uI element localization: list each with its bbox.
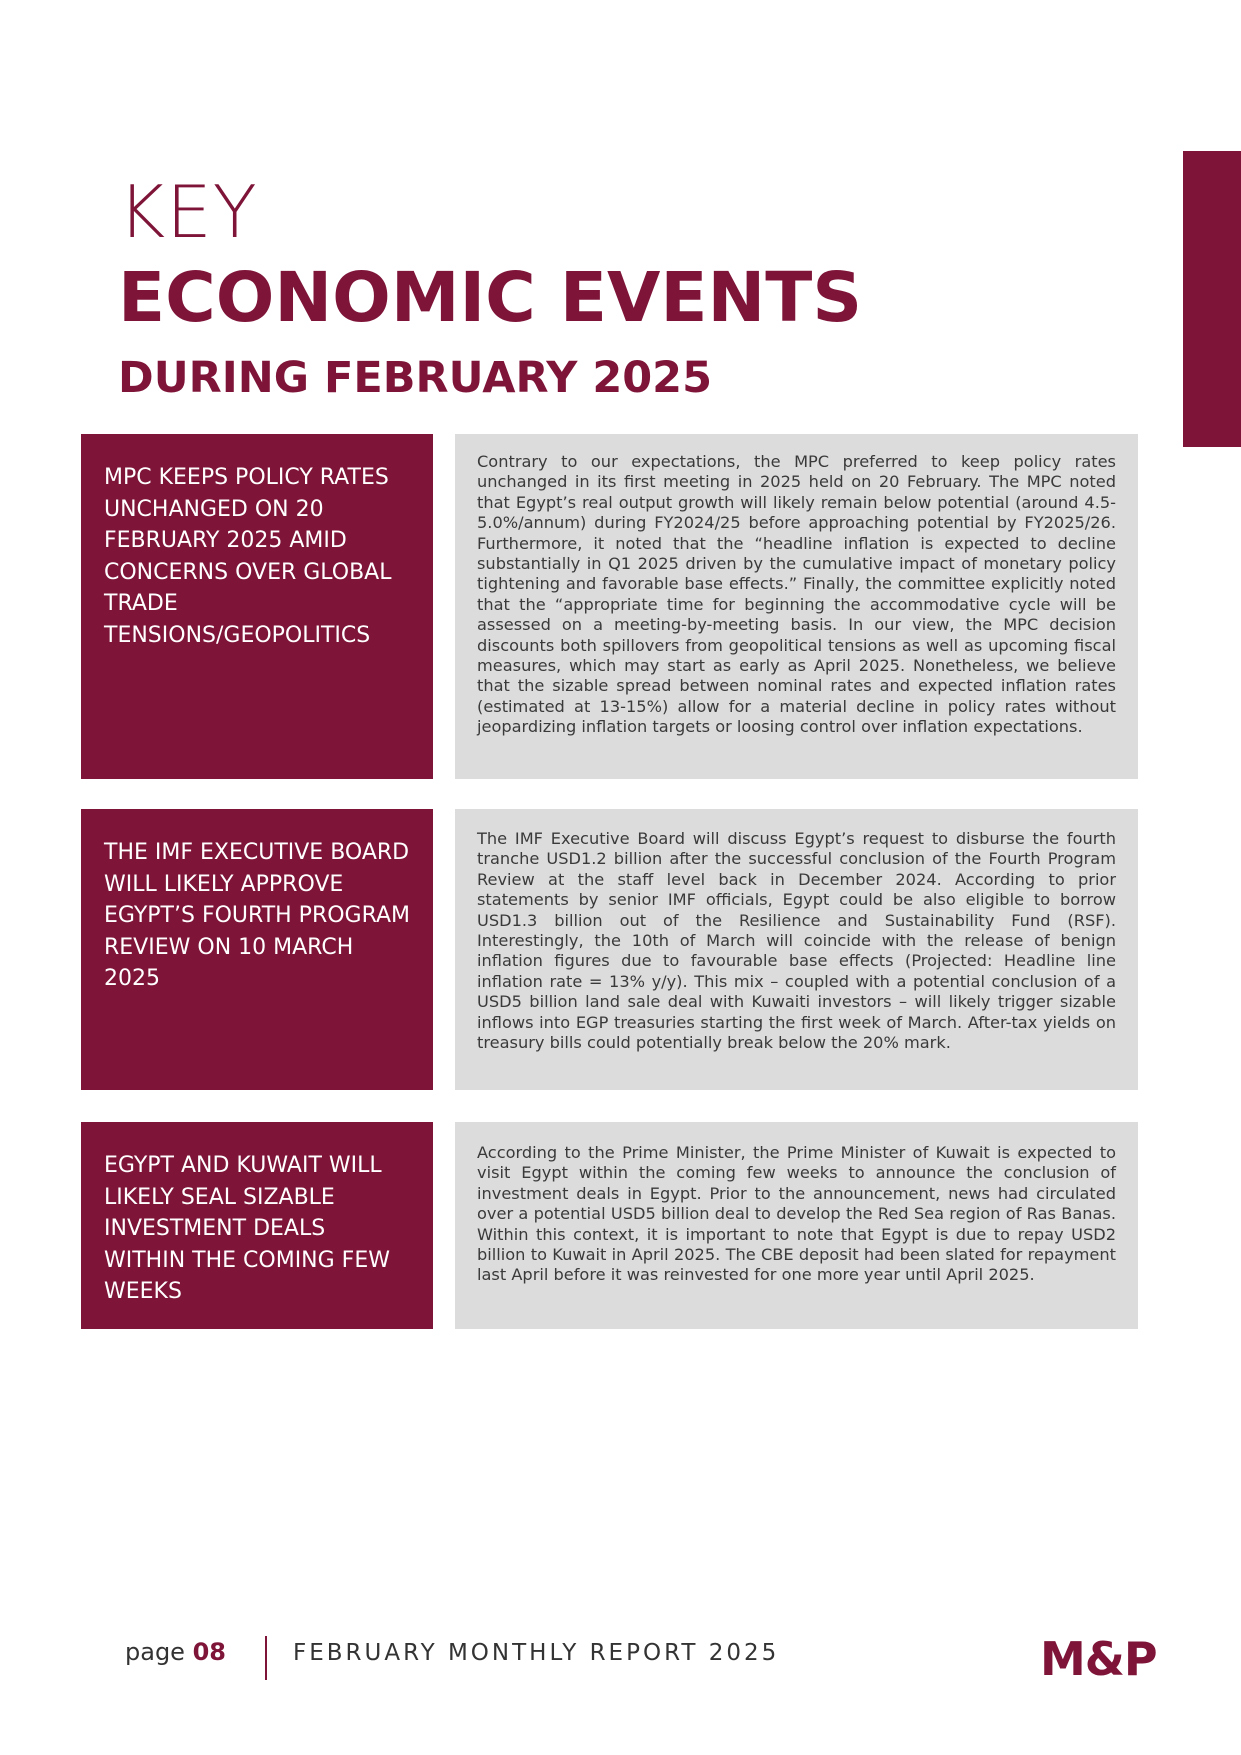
report-title: FEBRUARY MONTHLY REPORT 2025 xyxy=(293,1640,780,1666)
title-period: DURING FEBRUARY 2025 xyxy=(118,353,713,403)
mp-logo: M&P xyxy=(1040,1632,1157,1686)
footer-divider xyxy=(265,1636,267,1680)
event-heading-imf: THE IMF EXECUTIVE BOARD WILL LIKELY APPROVE EGYPT’S FOURTH PROGRAM REVIEW ON 10 MARCH 2025 xyxy=(81,809,433,1090)
page-label: page xyxy=(125,1638,185,1666)
page-number-value: 08 xyxy=(192,1638,226,1666)
event-body-imf: The IMF Executive Board will discuss Egypt’s request to disburse the fourth tranche USD1.2 billion after the successful conclusion of the Fourth Program Review at the staff level back in December 2024. According to prior statements by senior IMF officials, Egypt could be also eligible to borrow USD1.3 billion out of the Resilience and Sustainability Fund (RSF). Interestingly, the 10th of March will coincide with the release of benign inflation figures due to favourable base effects (Projected: Headline line inflation rate = 13% y/y). This mix – coupled with a potential conclusion of a USD5 billion land sale deal with Kuwaiti investors – will likely trigger sizable inflows into EGP treasuries starting the first week of March. After-tax yields on treasury bills could potentially break below the 20% mark. xyxy=(455,809,1138,1090)
event-heading-kuwait: EGYPT AND KUWAIT WILL LIKELY SEAL SIZABLE INVESTMENT DEALS WITHIN THE COMING FEW WEEKS xyxy=(81,1122,433,1329)
event-heading-mpc: MPC KEEPS POLICY RATES UNCHANGED ON 20 FEBRUARY 2025 AMID CONCERNS OVER GLOBAL TRADE TENSIONS/GEOPOLITICS xyxy=(81,434,433,779)
title-key: KEY xyxy=(118,170,258,254)
title-economic-events: ECONOMIC EVENTS xyxy=(118,258,863,338)
side-accent-tab xyxy=(1183,151,1241,447)
page-number xyxy=(125,1638,226,1666)
event-body-kuwait: According to the Prime Minister, the Prime Minister of Kuwait is expected to visit Egypt within the coming few weeks to announce the conclusion of investment deals in Egypt. Prior to the announcement, news had circulated over a potential USD5 billion deal to develop the Red Sea region of Ras Banas. Within this context, it is important to note that Egypt is due to repay USD2 billion to Kuwait in April 2025. The CBE deposit had been slated for repayment last April before it was reinvested for one more year until April 2025. xyxy=(455,1122,1138,1329)
event-body-mpc: Contrary to our expectations, the MPC preferred to keep policy rates unchanged in its first meeting in 2025 held on 20 February. The MPC noted that Egypt’s real output growth will likely remain below potential (around 4.5-5.0%/annum) during FY2024/25 before approaching potential by FY2025/26. Furthermore, it noted that the “headline inflation is expected to decline substantially in Q1 2025 driven by the cumulative impact of monetary policy tightening and favorable base effects.” Finally, the committee explicitly noted that the “appropriate time for beginning the accommodative cycle will be assessed on a meeting-by-meeting basis. In our view, the MPC decision discounts both spillovers from geopolitical tensions as well as upcoming fiscal measures, which may start as early as April 2025. Nonetheless, we believe that the sizable spread between nominal rates and expected inflation rates (estimated at 13-15%) allow for a material decline in policy rates without jeopardizing inflation targets or loosing control over inflation expectations. xyxy=(455,434,1138,779)
